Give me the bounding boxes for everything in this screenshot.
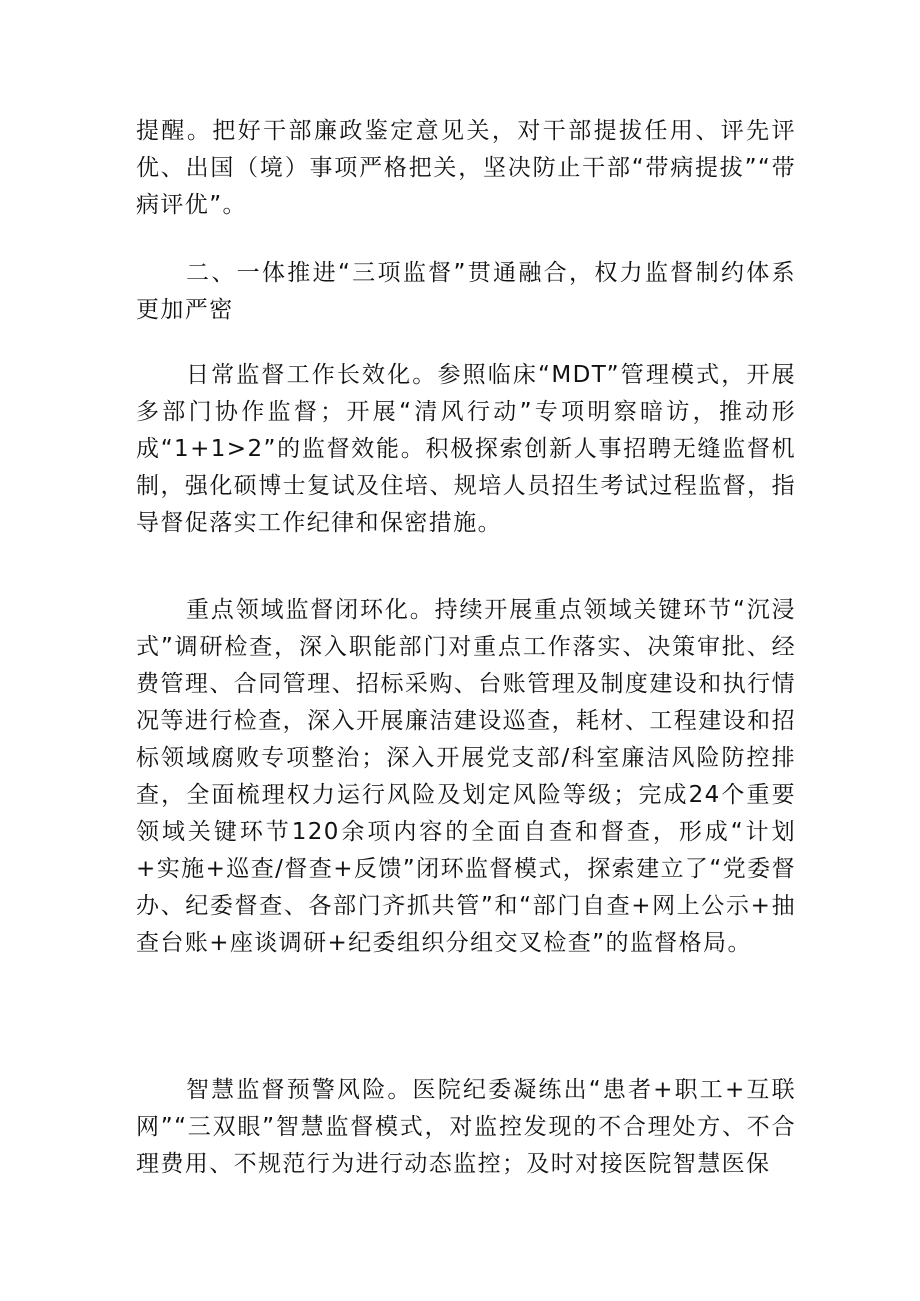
paragraph-daily-supervision: 日常监督工作长效化。参照临床“MDT”管理模式，开展多部门协作监督；开展“清风行动”专项明察暗访，推动形成“1+1>2”的监督效能。积极探索创新人事招聘无缝监督机制，强化硕博士复试及住培、规培人员招生考试过程监督，指导督促落实工作纪律和保密措施。	[136, 362, 796, 536]
section-heading: 二、一体推进“三项监督”贯通融合，权力监督制约体系更加严密	[136, 260, 796, 323]
paragraph-continuation: 提醒。把好干部廉政鉴定意见关，对干部提拔任用、评先评优、出国（境）事项严格把关，坚决防止干部“带病提拔”“带病评优”。	[136, 118, 796, 218]
paragraph-key-areas-supervision: 重点领域监督闭环化。持续开展重点领域关键环节“沉浸式”调研检查，深入职能部门对重点工作落实、决策审批、经费管理、合同管理、招标采购、台账管理及制度建设和执行情况等进行检查，深入开展廉洁建设巡查，耗材、工程建设和招标领域腐败专项整治；深入开展党支部/科室廉洁风险防控排查，全面梳理权力运行风险及划定风险等级；完成24个重要领域关键环节120余项内容的全面自查和督查，形成“计划+实施+巡查/督查+反馈”闭环监督模式，探索建立了“党委督办、纪委督查、各部门齐抓共管”和“部门自查+网上公示+抽查台账+座谈调研+纪委组织分组交叉检查”的监督格局。	[136, 597, 796, 956]
paragraph-smart-supervision: 智慧监督预警风险。医院纪委凝练出“患者+职工+互联网”“三双眼”智慧监督模式，对监控发现的不合理处方、不合理费用、不规范行为进行动态监控；及时对接医院智慧医保	[136, 1077, 796, 1177]
